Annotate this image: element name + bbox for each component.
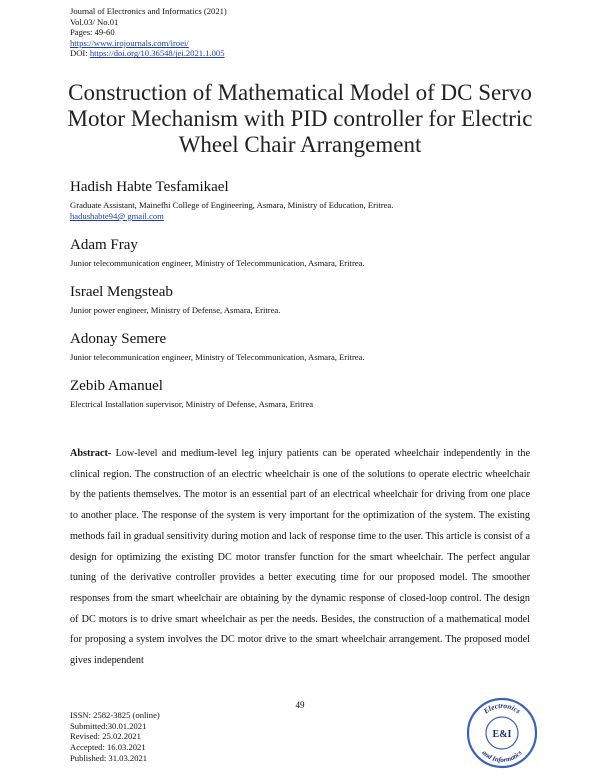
author-name: Adam Fray [70, 237, 138, 253]
logo-bottom-text: and Informatics [480, 749, 524, 764]
revised-date: Revised: 25.02.2021 [70, 731, 141, 742]
author-affiliation: Junior power engineer, Ministry of Defense, Asmara, Eritrea. [70, 305, 281, 315]
author-block [70, 377, 540, 410]
abstract-paragraph [70, 444, 530, 672]
journal-pages: Pages: 49-60 [70, 27, 115, 38]
author-block [70, 236, 540, 269]
logo-center-text: E&I [492, 729, 512, 740]
author-affiliation: Graduate Assistant, Mainefhi College of Engineering, Asmara, Ministry of Education, Eritrea. [70, 200, 394, 210]
doi-label: DOI: [70, 48, 90, 59]
issn: ISSN: 2582-3825 (online) [70, 710, 160, 720]
journal-name: Journal of Electronics and Informatics (2021) [70, 6, 227, 16]
abstract-text: Low-level and medium-level leg injury patients can be operated wheelchair independently in the clinical region. The construction of an electric wheelchair is one of the solutions to operate electric wheelchair by the patients themselves. The motor is an essential part of an electrical wheelchair for driving from one place to another place. The response of the system is very important for the optimization of the system. The existing methods fail in gradual sensitivity during motion and lack of response time to the user. This article is consist of a design for optimizing the existing DC motor transfer function for the smart wheelchair. The perfect angular tuning of the derivative controller provides a better executing time for our proposed model. The smoother responses from the smart wheelchair are obtaining by the dynamic response of closed-loop control. The design of DC motors is to drive smart wheelchair as per the needs. Besides, the construction of a mathematical model for proposing a system involves the DC motor drive to the smart wheelchair arrangement. The proposed model gives independent [70, 448, 530, 667]
journal-logo [466, 697, 538, 769]
author-affiliation: Junior telecommunication engineer, Ministry of Telecommunication, Asmara, Eritrea. [70, 258, 365, 268]
published-date: Published: 31.03.2021 [70, 752, 148, 763]
abstract-label: Abstract- [70, 448, 112, 459]
author-affiliation: Electrical Installation supervisor, Ministry of Defense, Asmara, Eritrea [70, 399, 314, 409]
author-name: Israel Mengsteab [70, 284, 173, 300]
paper-title: Construction of Mathematical Model of DC Servo Motor Mechanism with PID controller for Electric Wheel Chair Arrangement [67, 80, 533, 157]
accepted-date: Accepted: 16.03.2021 [70, 742, 146, 753]
doi-line [70, 48, 227, 59]
author-email-link[interactable]: hadushabte94@ gmail.com [70, 211, 164, 221]
journal-url-link[interactable]: https://www.irojournals.com/iroei/ [70, 37, 189, 48]
journal-volume: Vol.03/ No.01 [70, 16, 119, 27]
submitted-date: Submitted:30.01.2021 [70, 720, 147, 731]
author-name: Hadish Habte Tesfamikael [70, 179, 229, 195]
author-block [70, 330, 540, 363]
author-block [70, 178, 540, 222]
author-affiliation: Junior telecommunication engineer, Ministry of Telecommunication, Asmara, Eritrea. [70, 352, 365, 362]
publication-footer [70, 710, 160, 764]
author-list [70, 178, 540, 424]
author-block [70, 283, 540, 316]
author-name: Zebib Amanuel [70, 378, 163, 394]
journal-header [70, 6, 227, 59]
doi-link[interactable]: https://doi.org/10.36548/jei.2021.1.005 [89, 48, 225, 59]
page-number: 49 [295, 700, 305, 710]
logo-top-text: Electronics [481, 700, 523, 716]
author-name: Adonay Semere [70, 331, 167, 347]
